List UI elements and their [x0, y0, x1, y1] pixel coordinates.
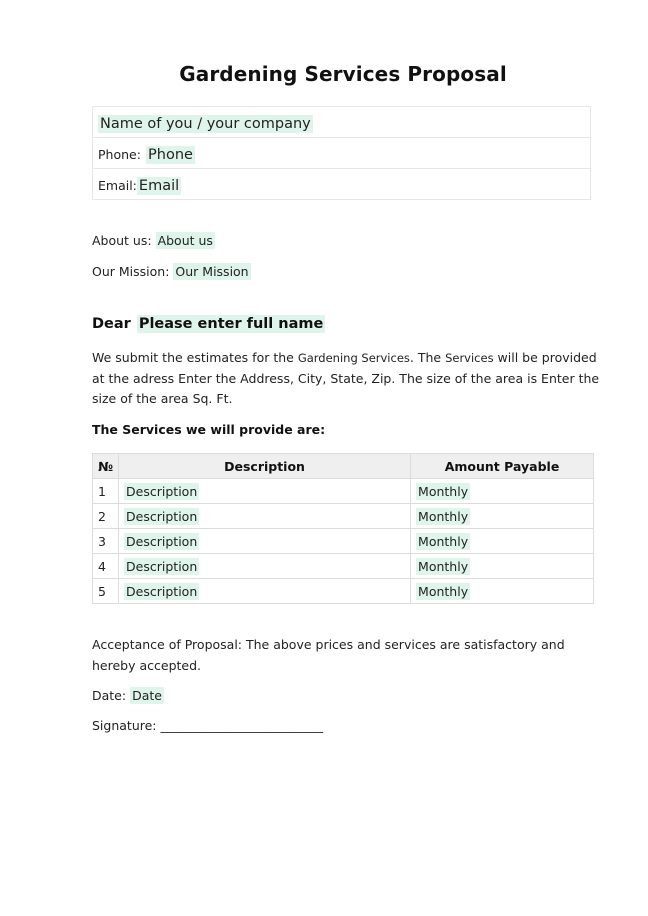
greeting-label: Dear	[92, 316, 131, 332]
row-description-cell	[119, 579, 411, 604]
contact-email-cell	[93, 169, 591, 200]
acceptance-text-2: are satisfactory and hereby accepted.	[92, 637, 565, 673]
description-field[interactable]: Description	[126, 583, 198, 599]
contact-table	[92, 106, 591, 200]
table-row	[93, 479, 594, 504]
date-label: Date:	[92, 688, 127, 703]
description-field[interactable]: Description	[126, 533, 198, 549]
header-description: Description	[119, 454, 411, 479]
acceptance-text-1: Acceptance of Proposal: The above prices and	[92, 637, 385, 652]
about-label: About us:	[92, 233, 152, 248]
company-name-field[interactable]: Name of you / your company	[100, 115, 311, 132]
acceptance-paragraph	[92, 634, 602, 676]
row-number: 4	[93, 554, 119, 579]
row-amount-cell	[411, 554, 594, 579]
services-table	[92, 453, 594, 604]
signature-line	[92, 718, 323, 733]
row-amount-cell	[411, 529, 594, 554]
row-number: 5	[93, 579, 119, 604]
amount-field[interactable]: Monthly	[418, 583, 469, 599]
about-field[interactable]: About us	[157, 233, 213, 248]
mission-line	[92, 264, 251, 279]
description-field[interactable]: Description	[126, 483, 198, 499]
contact-name-cell	[93, 107, 591, 138]
services-heading: The Services we will provide are:	[92, 422, 326, 437]
date-field[interactable]: Date	[132, 688, 162, 703]
services-table-header	[93, 454, 594, 479]
recipient-name-field[interactable]: Please enter full name	[138, 316, 324, 332]
greeting-line	[92, 316, 325, 332]
row-number: 1	[93, 479, 119, 504]
table-row	[93, 554, 594, 579]
acceptance-services-word: services	[384, 637, 436, 652]
document-title: Gardening Services Proposal	[179, 62, 507, 86]
contact-row-name	[93, 107, 591, 138]
amount-field[interactable]: Monthly	[418, 508, 469, 524]
description-field[interactable]: Description	[126, 558, 198, 574]
row-description-cell	[119, 554, 411, 579]
contact-row-email	[93, 169, 591, 200]
mission-label: Our Mission:	[92, 264, 170, 279]
email-label: Email:	[98, 177, 137, 193]
amount-field[interactable]: Monthly	[418, 533, 469, 549]
row-amount-cell	[411, 479, 594, 504]
row-number: 3	[93, 529, 119, 554]
email-field[interactable]: Email	[138, 177, 180, 194]
phone-field[interactable]: Phone	[148, 146, 193, 163]
row-description-cell	[119, 529, 411, 554]
date-line	[92, 688, 164, 703]
amount-field[interactable]: Monthly	[418, 558, 469, 574]
intro-text-1: We submit the estimates for the	[92, 350, 298, 365]
table-row	[93, 504, 594, 529]
about-line	[92, 233, 215, 248]
mission-field[interactable]: Our Mission	[175, 264, 249, 279]
header-amount: Amount Payable	[411, 454, 594, 479]
signature-field[interactable]: __________________________	[160, 718, 323, 733]
intro-text-2: . The	[409, 350, 446, 365]
row-number: 2	[93, 504, 119, 529]
amount-field[interactable]: Monthly	[418, 483, 469, 499]
intro-paragraph	[92, 348, 604, 410]
contact-phone-cell	[93, 138, 591, 169]
contact-row-phone	[93, 138, 591, 169]
intro-services-word: Services	[445, 351, 494, 365]
intro-text-3: will be provided at the adress Enter the Address, City, State, Zip. The size of the area is Enter the size of the area Sq. Ft.	[92, 350, 600, 406]
row-amount-cell	[411, 504, 594, 529]
intro-service-type: Gardening Services	[297, 351, 410, 365]
row-amount-cell	[411, 579, 594, 604]
row-description-cell	[119, 479, 411, 504]
row-description-cell	[119, 504, 411, 529]
header-number: №	[93, 454, 119, 479]
signature-label: Signature:	[92, 718, 157, 733]
table-row	[93, 529, 594, 554]
description-field[interactable]: Description	[126, 508, 198, 524]
phone-label: Phone:	[98, 146, 141, 162]
table-row	[93, 579, 594, 604]
